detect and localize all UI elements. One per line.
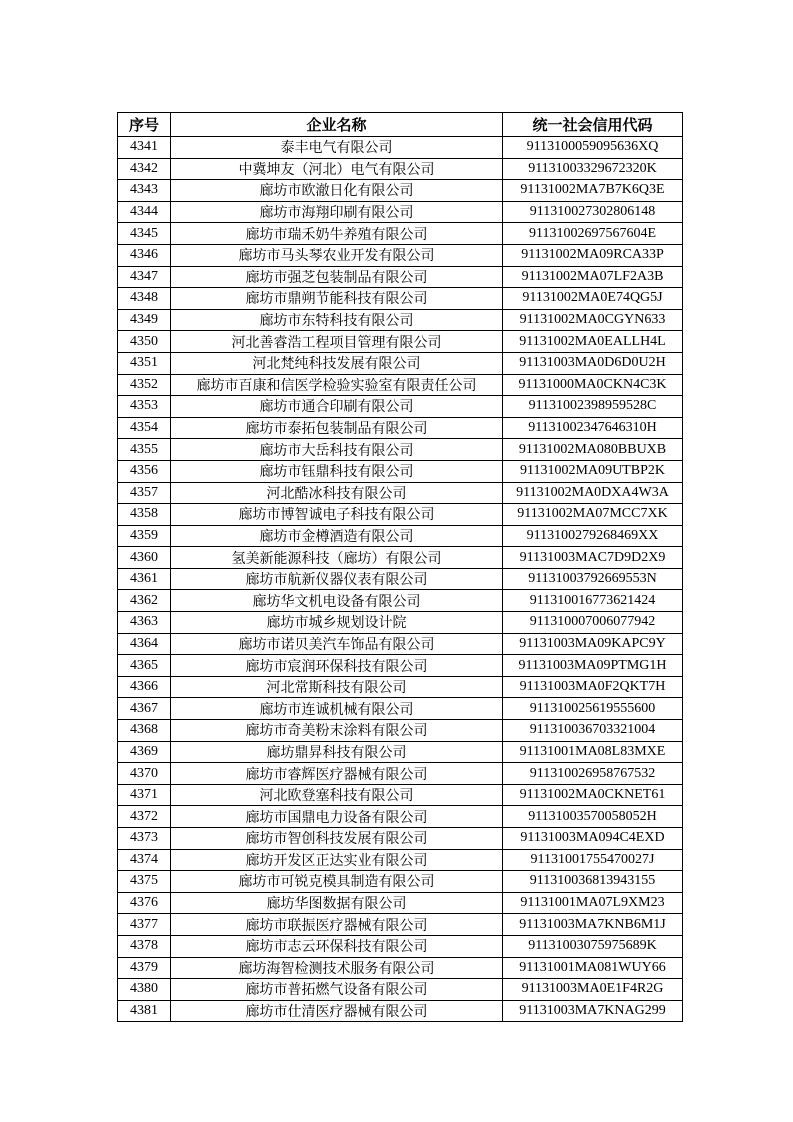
credit-code-cell: 911310036703321004 <box>503 720 683 742</box>
company-name-cell: 廊坊市仕清医疗器械有限公司 <box>171 1000 503 1022</box>
credit-code-cell: 91131003MA7KNAG299 <box>503 1000 683 1022</box>
table-row <box>118 309 683 331</box>
table-row <box>118 417 683 439</box>
credit-code-cell: 91131002697567604E <box>503 223 683 245</box>
credit-code-cell: 91131002398959528C <box>503 396 683 418</box>
company-name-cell: 廊坊市泰拓包装制品有限公司 <box>171 417 503 439</box>
serial-number-cell: 4373 <box>118 828 171 850</box>
company-name-cell: 廊坊市可锐克模具制造有限公司 <box>171 871 503 893</box>
company-name-cell: 河北酷冰科技有限公司 <box>171 482 503 504</box>
serial-number-cell: 4367 <box>118 698 171 720</box>
table-row <box>118 871 683 893</box>
credit-code-cell: 911310007006077942 <box>503 612 683 634</box>
credit-code-cell: 91131002347646310H <box>503 417 683 439</box>
table-row <box>118 935 683 957</box>
company-name-cell: 廊坊市通合印刷有限公司 <box>171 396 503 418</box>
serial-number-cell: 4356 <box>118 460 171 482</box>
table-row <box>118 655 683 677</box>
serial-number-cell: 4351 <box>118 352 171 374</box>
serial-number-cell: 4344 <box>118 201 171 223</box>
company-name-cell: 廊坊鼎昇科技有限公司 <box>171 741 503 763</box>
serial-number-cell: 4346 <box>118 244 171 266</box>
credit-code-cell: 91131003MA094C4EXD <box>503 828 683 850</box>
serial-number-cell: 4349 <box>118 309 171 331</box>
credit-code-cell: 911310025619555600 <box>503 698 683 720</box>
table-row <box>118 633 683 655</box>
serial-number-cell: 4372 <box>118 806 171 828</box>
company-name-cell: 廊坊市欧澈日化有限公司 <box>171 180 503 202</box>
table-row <box>118 525 683 547</box>
company-name-cell: 廊坊开发区正达实业有限公司 <box>171 849 503 871</box>
company-name-cell: 廊坊市强芝包装制品有限公司 <box>171 266 503 288</box>
table-row <box>118 266 683 288</box>
credit-code-cell: 911310026958767532 <box>503 763 683 785</box>
table-row <box>118 849 683 871</box>
table-row <box>118 957 683 979</box>
table-row <box>118 806 683 828</box>
company-name-cell: 廊坊海智检测技术服务有限公司 <box>171 957 503 979</box>
serial-number-cell: 4360 <box>118 547 171 569</box>
credit-code-cell: 91131003MA7KNB6M1J <box>503 914 683 936</box>
credit-code-cell: 91131002MA0CKNET61 <box>503 784 683 806</box>
company-name-cell: 氢美新能源科技（廊坊）有限公司 <box>171 547 503 569</box>
serial-number-cell: 4374 <box>118 849 171 871</box>
company-name-cell: 廊坊市马头琴农业开发有限公司 <box>171 244 503 266</box>
credit-code-cell: 91131003MA0F2QKT7H <box>503 676 683 698</box>
company-name-cell: 中冀坤友（河北）电气有限公司 <box>171 158 503 180</box>
serial-number-cell: 4376 <box>118 892 171 914</box>
table-row <box>118 568 683 590</box>
credit-code-cell: 911310016773621424 <box>503 590 683 612</box>
company-name-cell: 河北善睿浩工程项目管理有限公司 <box>171 331 503 353</box>
serial-number-cell: 4350 <box>118 331 171 353</box>
company-name-cell: 廊坊市普拓燃气设备有限公司 <box>171 979 503 1001</box>
serial-number-cell: 4369 <box>118 741 171 763</box>
company-name-cell: 廊坊市连诚机械有限公司 <box>171 698 503 720</box>
header-company-name: 企业名称 <box>171 113 503 137</box>
table-row <box>118 720 683 742</box>
table-row <box>118 1000 683 1022</box>
serial-number-cell: 4348 <box>118 288 171 310</box>
company-name-cell: 廊坊市睿辉医疗器械有限公司 <box>171 763 503 785</box>
serial-number-cell: 4363 <box>118 612 171 634</box>
company-name-cell: 河北欧登塞科技有限公司 <box>171 784 503 806</box>
company-name-cell: 河北梵纯科技发展有限公司 <box>171 352 503 374</box>
serial-number-cell: 4354 <box>118 417 171 439</box>
credit-code-cell: 91131001MA07L9XM23 <box>503 892 683 914</box>
serial-number-cell: 4375 <box>118 871 171 893</box>
credit-code-cell: 91131002MA0EALLH4L <box>503 331 683 353</box>
company-name-cell: 廊坊市联振医疗器械有限公司 <box>171 914 503 936</box>
credit-code-cell: 91131002MA07MCC7XK <box>503 504 683 526</box>
credit-code-cell: 91131003MA09KAPC9Y <box>503 633 683 655</box>
company-name-cell: 廊坊市东特科技有限公司 <box>171 309 503 331</box>
serial-number-cell: 4353 <box>118 396 171 418</box>
serial-number-cell: 4379 <box>118 957 171 979</box>
table-row <box>118 504 683 526</box>
serial-number-cell: 4364 <box>118 633 171 655</box>
company-name-cell: 泰丰电气有限公司 <box>171 137 503 159</box>
serial-number-cell: 4368 <box>118 720 171 742</box>
table-row <box>118 460 683 482</box>
company-name-cell: 廊坊市瑞禾奶牛养殖有限公司 <box>171 223 503 245</box>
table-row <box>118 223 683 245</box>
table-row <box>118 979 683 1001</box>
table-row <box>118 396 683 418</box>
table-row <box>118 892 683 914</box>
credit-code-cell: 91131003329672320K <box>503 158 683 180</box>
company-name-cell: 廊坊市百康和信医学检验实验室有限责任公司 <box>171 374 503 396</box>
credit-code-cell: 91131002MA09RCA33P <box>503 244 683 266</box>
company-name-cell: 廊坊市大岳科技有限公司 <box>171 439 503 461</box>
company-table <box>117 112 683 1022</box>
table-row <box>118 201 683 223</box>
credit-code-cell: 91131002MA080BBUXB <box>503 439 683 461</box>
serial-number-cell: 4362 <box>118 590 171 612</box>
credit-code-cell: 91131001755470027J <box>503 849 683 871</box>
table-row <box>118 244 683 266</box>
table-row <box>118 352 683 374</box>
credit-code-cell: 91131003MA0D6D0U2H <box>503 352 683 374</box>
table-row <box>118 741 683 763</box>
credit-code-cell: 91131002MA7B7K6Q3E <box>503 180 683 202</box>
serial-number-cell: 4359 <box>118 525 171 547</box>
table-row <box>118 590 683 612</box>
serial-number-cell: 4345 <box>118 223 171 245</box>
serial-number-cell: 4358 <box>118 504 171 526</box>
credit-code-cell: 91131001MA08L83MXE <box>503 741 683 763</box>
serial-number-cell: 4381 <box>118 1000 171 1022</box>
credit-code-cell: 91131003075975689K <box>503 935 683 957</box>
serial-number-cell: 4342 <box>118 158 171 180</box>
table-row <box>118 331 683 353</box>
table-row <box>118 439 683 461</box>
table-row <box>118 676 683 698</box>
credit-code-cell: 91131001MA081WUY66 <box>503 957 683 979</box>
table-row <box>118 828 683 850</box>
serial-number-cell: 4378 <box>118 935 171 957</box>
company-name-cell: 河北常斯科技有限公司 <box>171 676 503 698</box>
credit-code-cell: 9113100279268469XX <box>503 525 683 547</box>
serial-number-cell: 4347 <box>118 266 171 288</box>
table-row <box>118 763 683 785</box>
header-serial-number: 序号 <box>118 113 171 137</box>
credit-code-cell: 91131002MA0CGYN633 <box>503 309 683 331</box>
serial-number-cell: 4343 <box>118 180 171 202</box>
credit-code-cell: 91131003792669553N <box>503 568 683 590</box>
company-name-cell: 廊坊市诺贝美汽车饰品有限公司 <box>171 633 503 655</box>
credit-code-cell: 91131003MA09PTMG1H <box>503 655 683 677</box>
credit-code-cell: 91131000MA0CKN4C3K <box>503 374 683 396</box>
table-row <box>118 482 683 504</box>
table-row <box>118 547 683 569</box>
credit-code-cell: 9113100059095636XQ <box>503 137 683 159</box>
company-table-body <box>118 137 683 1022</box>
table-row <box>118 914 683 936</box>
credit-code-cell: 91131002MA09UTBP2K <box>503 460 683 482</box>
company-name-cell: 廊坊华文机电设备有限公司 <box>171 590 503 612</box>
company-name-cell: 廊坊市奇美粉末涂料有限公司 <box>171 720 503 742</box>
company-name-cell: 廊坊市金樽酒造有限公司 <box>171 525 503 547</box>
header-credit-code: 统一社会信用代码 <box>503 113 683 137</box>
credit-code-cell: 91131003570058052H <box>503 806 683 828</box>
table-row <box>118 612 683 634</box>
company-name-cell: 廊坊市国鼎电力设备有限公司 <box>171 806 503 828</box>
table-row <box>118 698 683 720</box>
table-row <box>118 137 683 159</box>
company-name-cell: 廊坊市博智诚电子科技有限公司 <box>171 504 503 526</box>
company-name-cell: 廊坊华图数据有限公司 <box>171 892 503 914</box>
serial-number-cell: 4365 <box>118 655 171 677</box>
serial-number-cell: 4352 <box>118 374 171 396</box>
company-name-cell: 廊坊市宸润环保科技有限公司 <box>171 655 503 677</box>
table-row <box>118 288 683 310</box>
company-name-cell: 廊坊市鼎朔节能科技有限公司 <box>171 288 503 310</box>
credit-code-cell: 91131003MA0E1F4R2G <box>503 979 683 1001</box>
serial-number-cell: 4377 <box>118 914 171 936</box>
company-name-cell: 廊坊市航新仪器仪表有限公司 <box>171 568 503 590</box>
serial-number-cell: 4370 <box>118 763 171 785</box>
serial-number-cell: 4371 <box>118 784 171 806</box>
company-name-cell: 廊坊市志云环保科技有限公司 <box>171 935 503 957</box>
company-name-cell: 廊坊市城乡规划设计院 <box>171 612 503 634</box>
serial-number-cell: 4341 <box>118 137 171 159</box>
table-row <box>118 784 683 806</box>
table-row <box>118 158 683 180</box>
credit-code-cell: 911310036813943155 <box>503 871 683 893</box>
credit-code-cell: 911310027302806148 <box>503 201 683 223</box>
table-row <box>118 180 683 202</box>
serial-number-cell: 4380 <box>118 979 171 1001</box>
table-row <box>118 374 683 396</box>
company-name-cell: 廊坊市智创科技发展有限公司 <box>171 828 503 850</box>
credit-code-cell: 91131003MAC7D9D2X9 <box>503 547 683 569</box>
company-name-cell: 廊坊市海翔印刷有限公司 <box>171 201 503 223</box>
company-name-cell: 廊坊市钰鼎科技有限公司 <box>171 460 503 482</box>
serial-number-cell: 4357 <box>118 482 171 504</box>
credit-code-cell: 91131002MA0DXA4W3A <box>503 482 683 504</box>
serial-number-cell: 4361 <box>118 568 171 590</box>
serial-number-cell: 4366 <box>118 676 171 698</box>
credit-code-cell: 91131002MA0E74QG5J <box>503 288 683 310</box>
table-header-row <box>118 113 683 137</box>
credit-code-cell: 91131002MA07LF2A3B <box>503 266 683 288</box>
serial-number-cell: 4355 <box>118 439 171 461</box>
